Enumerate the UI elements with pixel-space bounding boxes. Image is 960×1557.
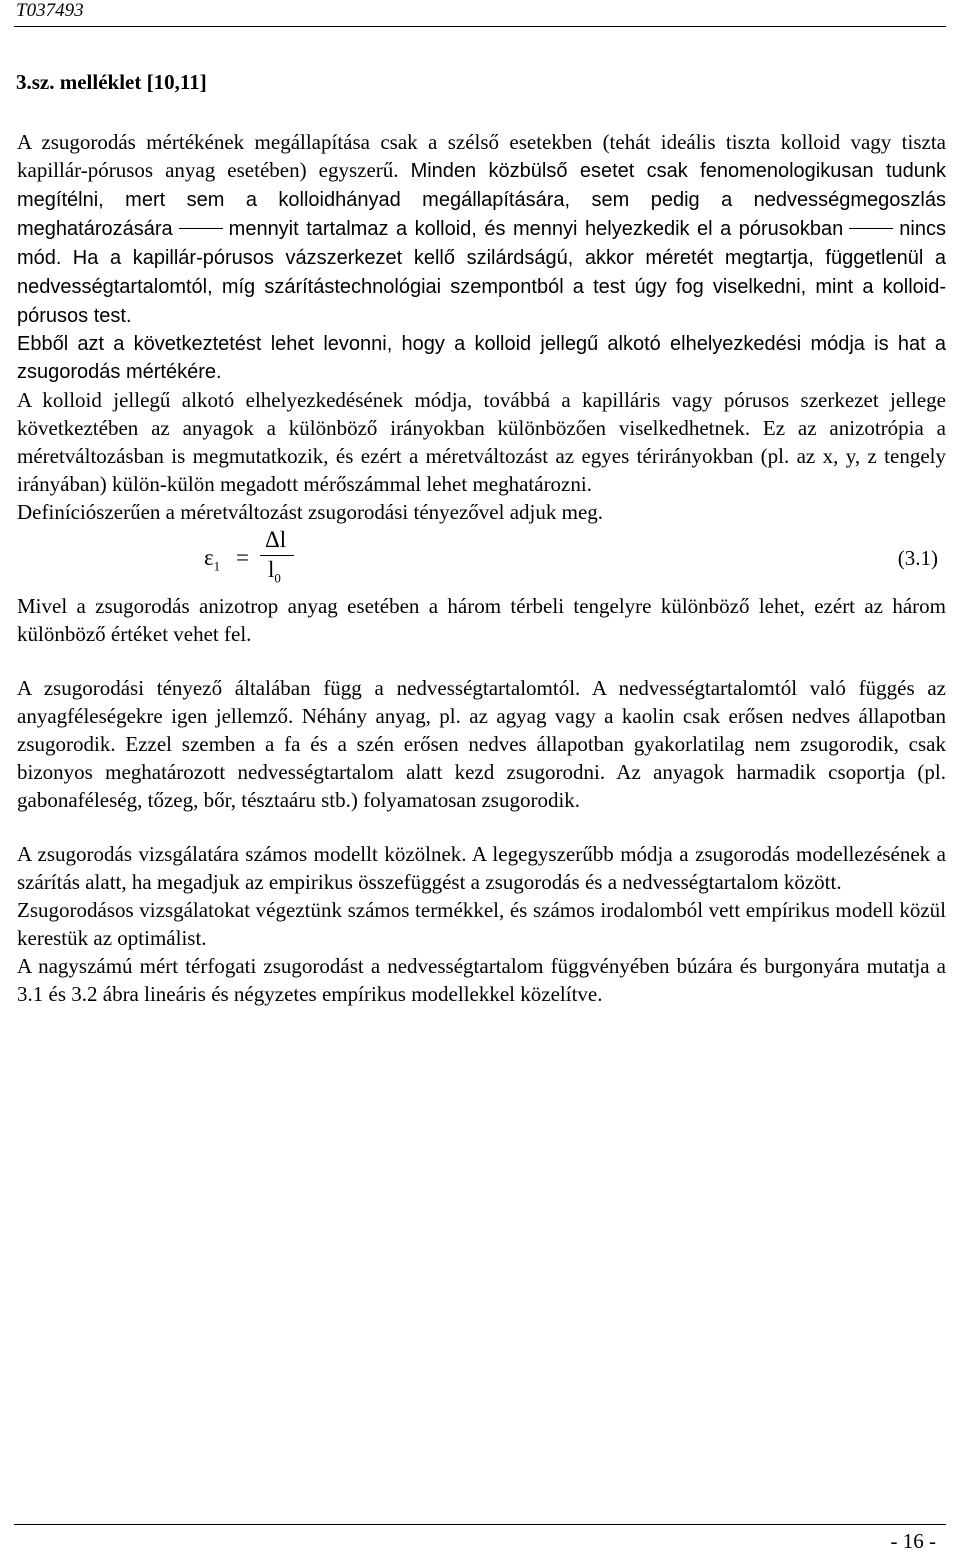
paragraph-definition: Definíciószerűen a méretváltozást zsugorodási tényezővel adjuk meg. bbox=[17, 500, 604, 524]
paragraph-gap-2 bbox=[17, 814, 946, 840]
header-divider bbox=[14, 26, 946, 27]
intro-sans-text-2: mennyit tartalmaz a kolloid, és mennyi helyezkedik el a pórusokban bbox=[228, 218, 844, 240]
paragraph-experiments: Zsugorodásos vizsgálatokat végeztünk számos termékkel, és számos irodalomból vett empírikus modell közül kerestük az optimálist. bbox=[17, 898, 946, 950]
appendix-heading: 3.sz. melléklet [10,11] bbox=[16, 70, 207, 94]
document-code: T037493 bbox=[16, 0, 84, 21]
equation-number: (3.1) bbox=[897, 546, 938, 570]
paragraph-anisotropic: Mivel a zsugorodás anizotrop anyag esetében a három térbeli tengelyre különböző lehet, ezért az három különböző értéket vehet fel. bbox=[17, 594, 946, 646]
equation-shrinkage-factor bbox=[204, 527, 324, 592]
intro-sans-text-4: Ha a kapillár-pórusos vázszerkezet kellő szilárdságú, akkor méretét megtartja, függetlenül a nedvességtartalomtól, míg szárítástechnológiai szempontból a test úgy fog viselkedni, mint a kolloid-pórusos test. bbox=[17, 247, 946, 327]
em-dash-2 bbox=[849, 228, 893, 229]
equation-denominator: $l_0$ bbox=[268, 557, 281, 586]
paragraph-intro bbox=[17, 128, 946, 330]
paragraph-moisture-dependence: A zsugorodási tényező általában függ a nedvességtartalomtól. A nedvességtartalomtól való függés az anyagféleségekre igen jellemző. Néhány anyag, pl. az agyag vagy a kaolin csak erősen nedves állapotban zsugorodik. Ezzel szemben a fa és a szén erősen nedves állapotban gyakorlatilag nem zsugorodik, csak bizonyos meghatározott nedvességtartalom alatt kezd zsugorodni. Az anyagok harmadik csoportja (pl. gabonaféleség, tőzeg, bőr, tésztaáru stb.) folyamatosan zsugorodik. bbox=[17, 676, 946, 812]
intro-sentence: A zsugorodás mértékének megállapítása csak a szélső esetekben (tehát ideális tiszta kolloid vagy tiszta kapillár-pórusos anyag esetében) egyszerű. bbox=[17, 130, 946, 182]
equation-numerator: Δl bbox=[265, 527, 287, 552]
footer-divider bbox=[14, 1524, 946, 1525]
equation-equals: = bbox=[236, 545, 249, 570]
em-dash bbox=[179, 228, 223, 229]
paragraph-models: A zsugorodás vizsgálatára számos modellt közölnek. A legegyszerűbb módja a zsugorodás modellezésének a szárítás alatt, ha megadjuk az empirikus összefüggést a zsugorodás és a nedvességtartalom között. bbox=[17, 842, 946, 894]
paragraph-anisotropy: A kolloid jellegű alkotó elhelyezkedésének módja, továbbá a kapilláris vagy pórusos szerkezet jellege következtében az anyagok a különböző irányokban különbözően viselkedhetnek. Ez az anizotrópia a méretváltozásban is megmutatkozik, és ezért a méretváltozást az egyes térirányokban (pl. az x, y, z tengely irányában) külön-külön megadott mérőszámmal lehet meghatározni. bbox=[17, 388, 946, 496]
equation-block bbox=[17, 527, 946, 592]
document-body bbox=[17, 128, 946, 1008]
paragraph-gap bbox=[17, 648, 946, 674]
intro-sans-text-3: nincs mód. bbox=[17, 218, 946, 269]
intro-sans-text: Minden közbülső esetet csak fenomenologikusan tudunk megítélni, mert sem a kolloidhányad megállapítására, sem pedig a nedvességmegoszlás meghatározására bbox=[17, 160, 947, 240]
equation-lhs: $\varepsilon_1$ bbox=[204, 545, 221, 574]
paragraph-conclusion: Ebből azt a következtetést lehet levonni, hogy a kolloid jellegű alkotó elhelyezkedési módja is hat a zsugorodás mértékére. bbox=[17, 333, 946, 383]
paragraph-figures: A nagyszámú mért térfogati zsugorodást a nedvességtartalom függvényében búzára és burgonyára mutatja a 3.1 és 3.2 ábra lineáris és négyzetes empírikus modellekkel közelítve. bbox=[17, 954, 946, 1006]
page-number: - 16 - bbox=[890, 1529, 936, 1553]
